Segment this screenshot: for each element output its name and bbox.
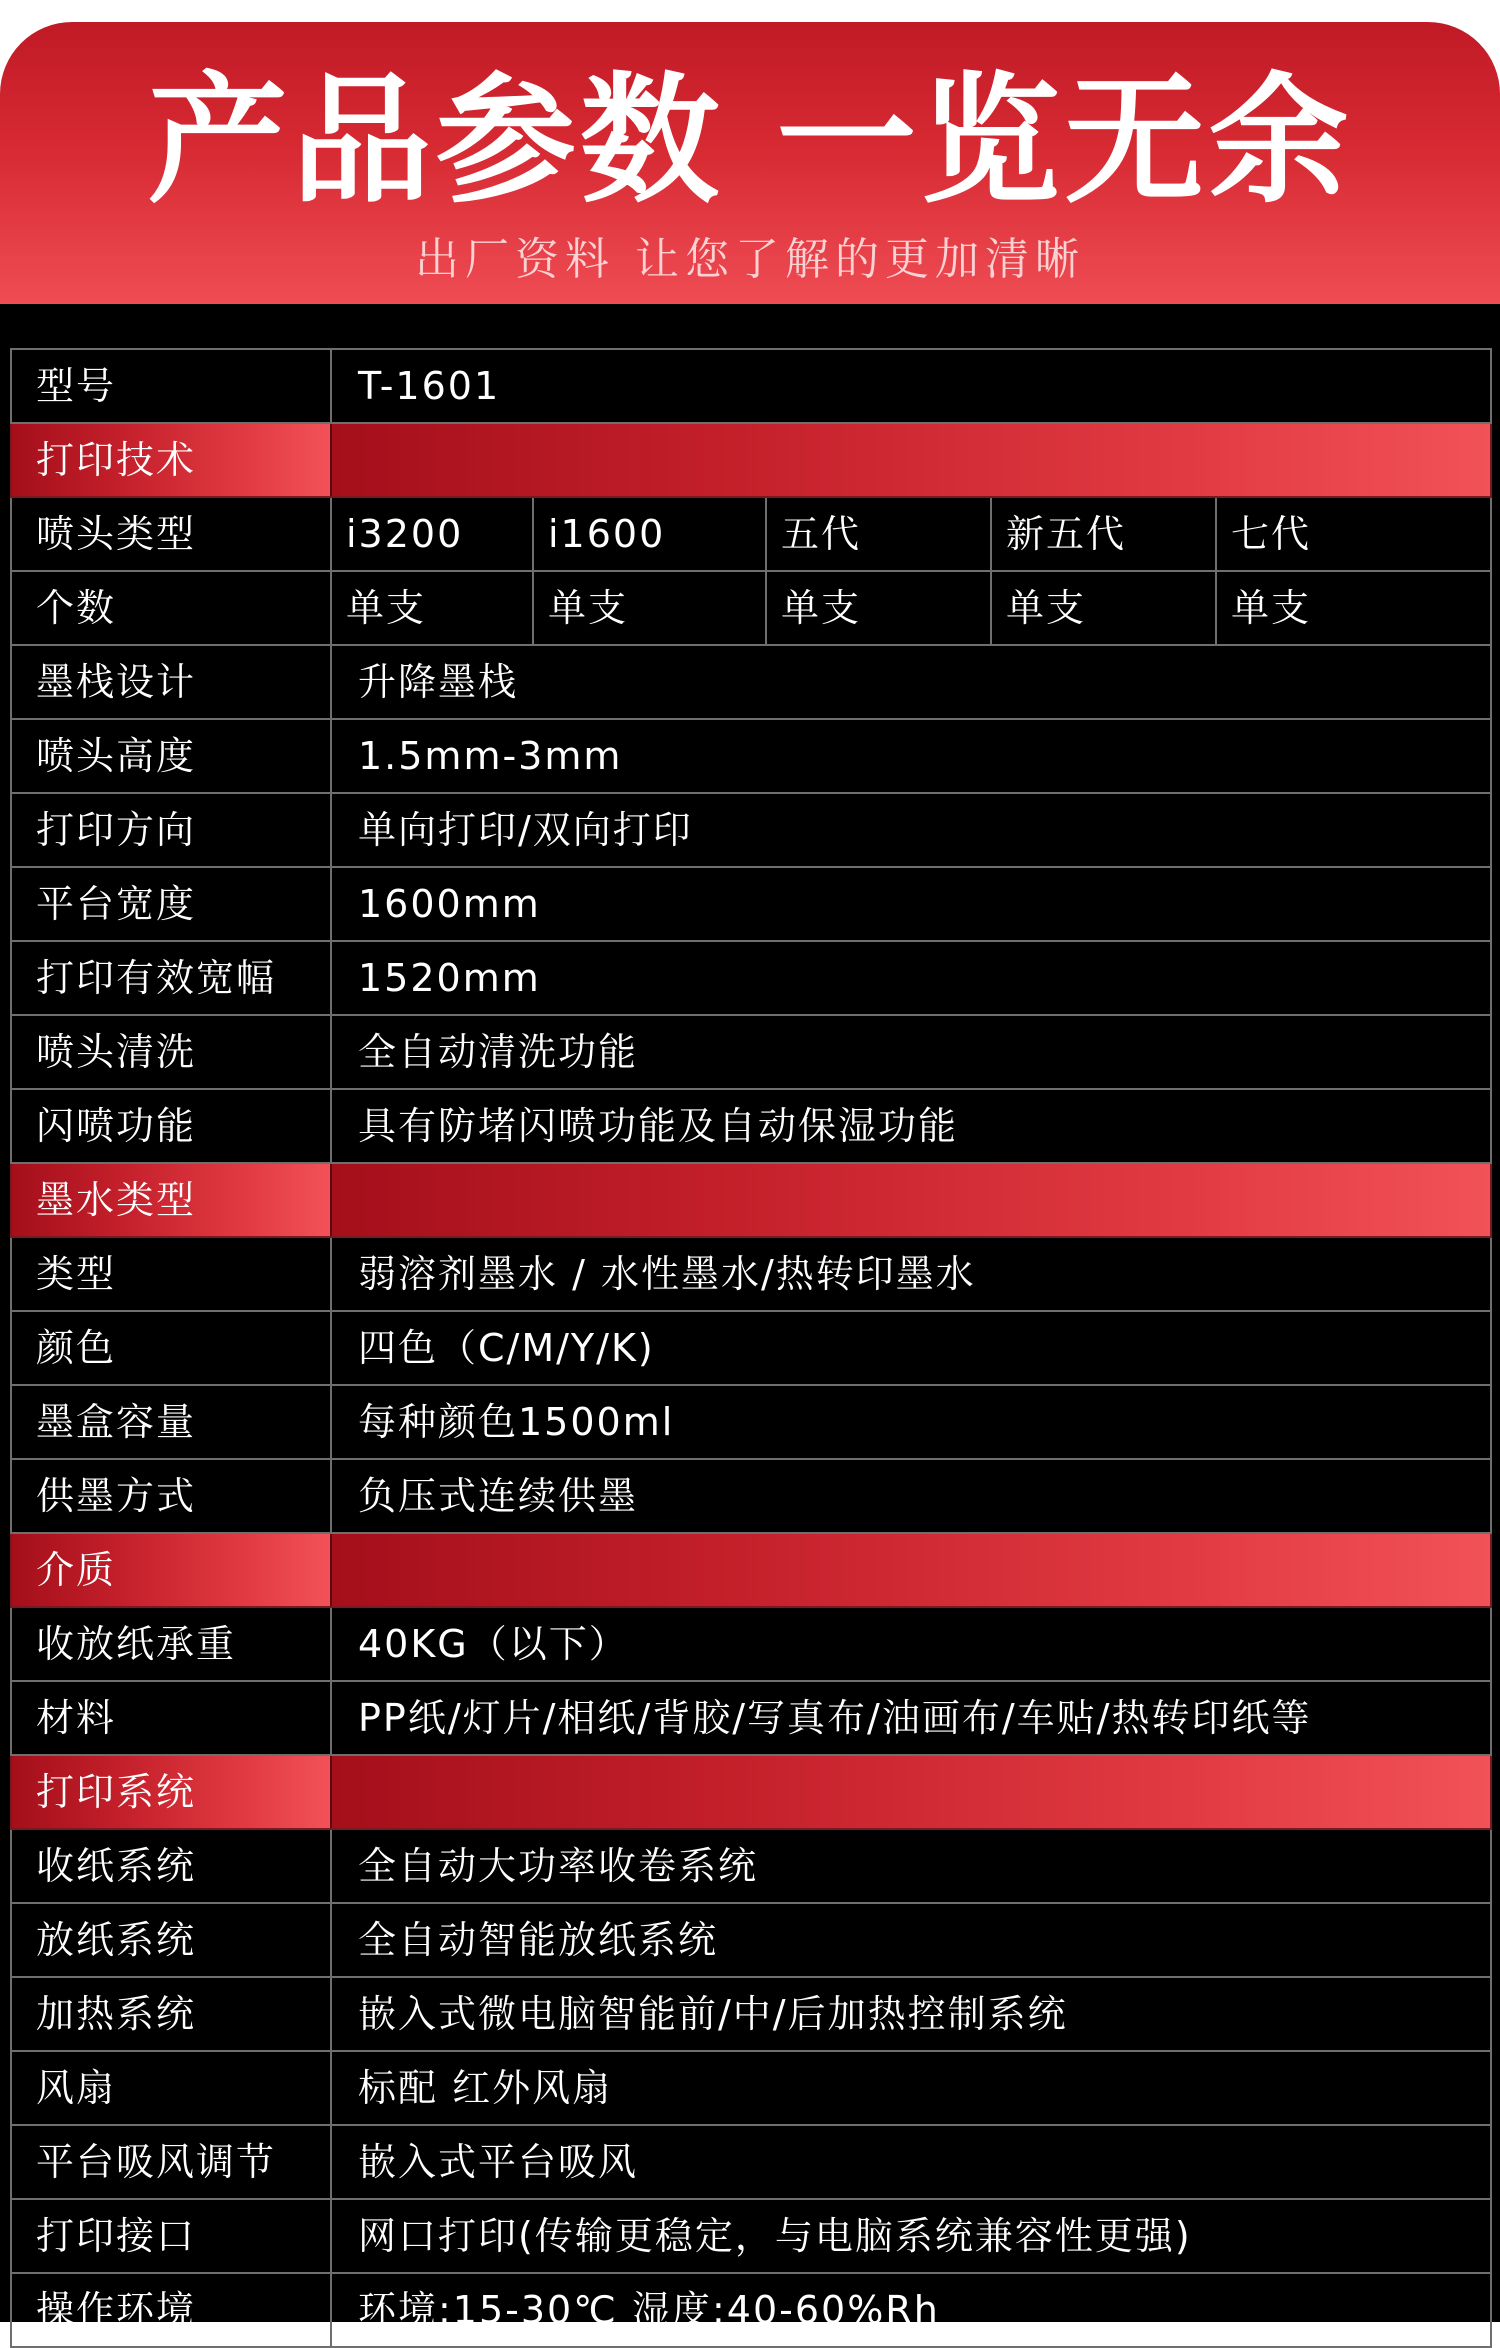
spec-label: 风扇 bbox=[11, 2051, 331, 2125]
table-row bbox=[11, 1681, 1491, 1755]
spec-value: 全自动大功率收卷系统 bbox=[331, 1829, 1491, 1903]
spec-value: PP纸/灯片/相纸/背胶/写真布/油画布/车贴/热转印纸等 bbox=[331, 1681, 1491, 1755]
section-fill bbox=[331, 1163, 1491, 1237]
table-row bbox=[11, 2051, 1491, 2125]
table-row bbox=[11, 1459, 1491, 1533]
table-row bbox=[11, 2199, 1491, 2273]
spec-value: 具有防堵闪喷功能及自动保湿功能 bbox=[331, 1089, 1491, 1163]
table-row bbox=[11, 571, 1491, 645]
spec-value-cell: 单支 bbox=[331, 571, 533, 645]
spec-label: 操作环境 bbox=[11, 2273, 331, 2347]
section-header-row bbox=[11, 1533, 1491, 1607]
section-title: 墨水类型 bbox=[11, 1163, 331, 1237]
table-row bbox=[11, 1015, 1491, 1089]
table-row bbox=[11, 2125, 1491, 2199]
spec-value: 标配 红外风扇 bbox=[331, 2051, 1491, 2125]
spec-value: 1600mm bbox=[331, 867, 1491, 941]
table-row bbox=[11, 867, 1491, 941]
spec-label: 型号 bbox=[11, 349, 331, 423]
section-header-row bbox=[11, 423, 1491, 497]
spec-value-cell: 单支 bbox=[533, 571, 766, 645]
spec-label: 打印有效宽幅 bbox=[11, 941, 331, 1015]
table-row bbox=[11, 1089, 1491, 1163]
spec-value-cell: 七代 bbox=[1216, 497, 1491, 571]
spec-value-cell: i1600 bbox=[533, 497, 766, 571]
spec-label: 打印接口 bbox=[11, 2199, 331, 2273]
table-row bbox=[11, 1237, 1491, 1311]
spec-label: 平台宽度 bbox=[11, 867, 331, 941]
spec-label: 加热系统 bbox=[11, 1977, 331, 2051]
table-row bbox=[11, 719, 1491, 793]
spec-label: 个数 bbox=[11, 571, 331, 645]
section-fill bbox=[331, 423, 1491, 497]
spec-value: 1520mm bbox=[331, 941, 1491, 1015]
spec-value: 环境:15-30℃ 湿度:40-60%Rh bbox=[331, 2273, 1491, 2347]
table-row bbox=[11, 941, 1491, 1015]
table-row bbox=[11, 1607, 1491, 1681]
spec-value: 全自动清洗功能 bbox=[331, 1015, 1491, 1089]
spec-table-body bbox=[11, 349, 1491, 2347]
table-row bbox=[11, 793, 1491, 867]
table-row bbox=[11, 645, 1491, 719]
spec-value: 网口打印(传输更稳定，与电脑系统兼容性更强) bbox=[331, 2199, 1491, 2273]
spec-value-cell: 五代 bbox=[766, 497, 991, 571]
table-row bbox=[11, 497, 1491, 571]
table-row bbox=[11, 349, 1491, 423]
spec-label: 类型 bbox=[11, 1237, 331, 1311]
spec-value: 全自动智能放纸系统 bbox=[331, 1903, 1491, 1977]
table-row bbox=[11, 2273, 1491, 2347]
spec-label: 墨栈设计 bbox=[11, 645, 331, 719]
spec-value: 负压式连续供墨 bbox=[331, 1459, 1491, 1533]
section-title: 介质 bbox=[11, 1533, 331, 1607]
spec-value: 弱溶剂墨水 / 水性墨水/热转印墨水 bbox=[331, 1237, 1491, 1311]
section-fill bbox=[331, 1533, 1491, 1607]
section-fill bbox=[331, 1755, 1491, 1829]
spec-label: 墨盒容量 bbox=[11, 1385, 331, 1459]
spec-value-cell: 新五代 bbox=[991, 497, 1216, 571]
header-banner bbox=[0, 22, 1500, 304]
spec-value: T-1601 bbox=[331, 349, 1491, 423]
table-row bbox=[11, 1977, 1491, 2051]
spec-value-cell: 单支 bbox=[1216, 571, 1491, 645]
spec-label: 打印方向 bbox=[11, 793, 331, 867]
spec-value-cell: 单支 bbox=[991, 571, 1216, 645]
spec-value: 四色（C/M/Y/K) bbox=[331, 1311, 1491, 1385]
page-title: 产品参数 一览无余 bbox=[147, 60, 1353, 223]
spec-label: 材料 bbox=[11, 1681, 331, 1755]
spec-value: 升降墨栈 bbox=[331, 645, 1491, 719]
section-title: 打印技术 bbox=[11, 423, 331, 497]
spec-value: 嵌入式微电脑智能前/中/后加热控制系统 bbox=[331, 1977, 1491, 2051]
spec-label: 供墨方式 bbox=[11, 1459, 331, 1533]
table-row bbox=[11, 1903, 1491, 1977]
section-title: 打印系统 bbox=[11, 1755, 331, 1829]
spec-label: 喷头高度 bbox=[11, 719, 331, 793]
section-header-row bbox=[11, 1755, 1491, 1829]
spec-label: 闪喷功能 bbox=[11, 1089, 331, 1163]
spec-value: 每种颜色1500ml bbox=[331, 1385, 1491, 1459]
spec-label: 收纸系统 bbox=[11, 1829, 331, 1903]
table-row bbox=[11, 1311, 1491, 1385]
page-subtitle: 出厂资料 让您了解的更加清晰 bbox=[415, 234, 1085, 285]
spec-label: 喷头类型 bbox=[11, 497, 331, 571]
spec-value-cell: i3200 bbox=[331, 497, 533, 571]
spec-label: 收放纸承重 bbox=[11, 1607, 331, 1681]
spec-value: 1.5mm-3mm bbox=[331, 719, 1491, 793]
spec-label: 颜色 bbox=[11, 1311, 331, 1385]
table-row bbox=[11, 1829, 1491, 1903]
spec-label: 放纸系统 bbox=[11, 1903, 331, 1977]
spec-value: 40KG（以下） bbox=[331, 1607, 1491, 1681]
spec-value: 嵌入式平台吸风 bbox=[331, 2125, 1491, 2199]
spec-label: 平台吸风调节 bbox=[11, 2125, 331, 2199]
section-header-row bbox=[11, 1163, 1491, 1237]
spec-value-cell: 单支 bbox=[766, 571, 991, 645]
spec-table bbox=[10, 348, 1492, 2348]
spec-label: 喷头清洗 bbox=[11, 1015, 331, 1089]
spec-value: 单向打印/双向打印 bbox=[331, 793, 1491, 867]
table-row bbox=[11, 1385, 1491, 1459]
